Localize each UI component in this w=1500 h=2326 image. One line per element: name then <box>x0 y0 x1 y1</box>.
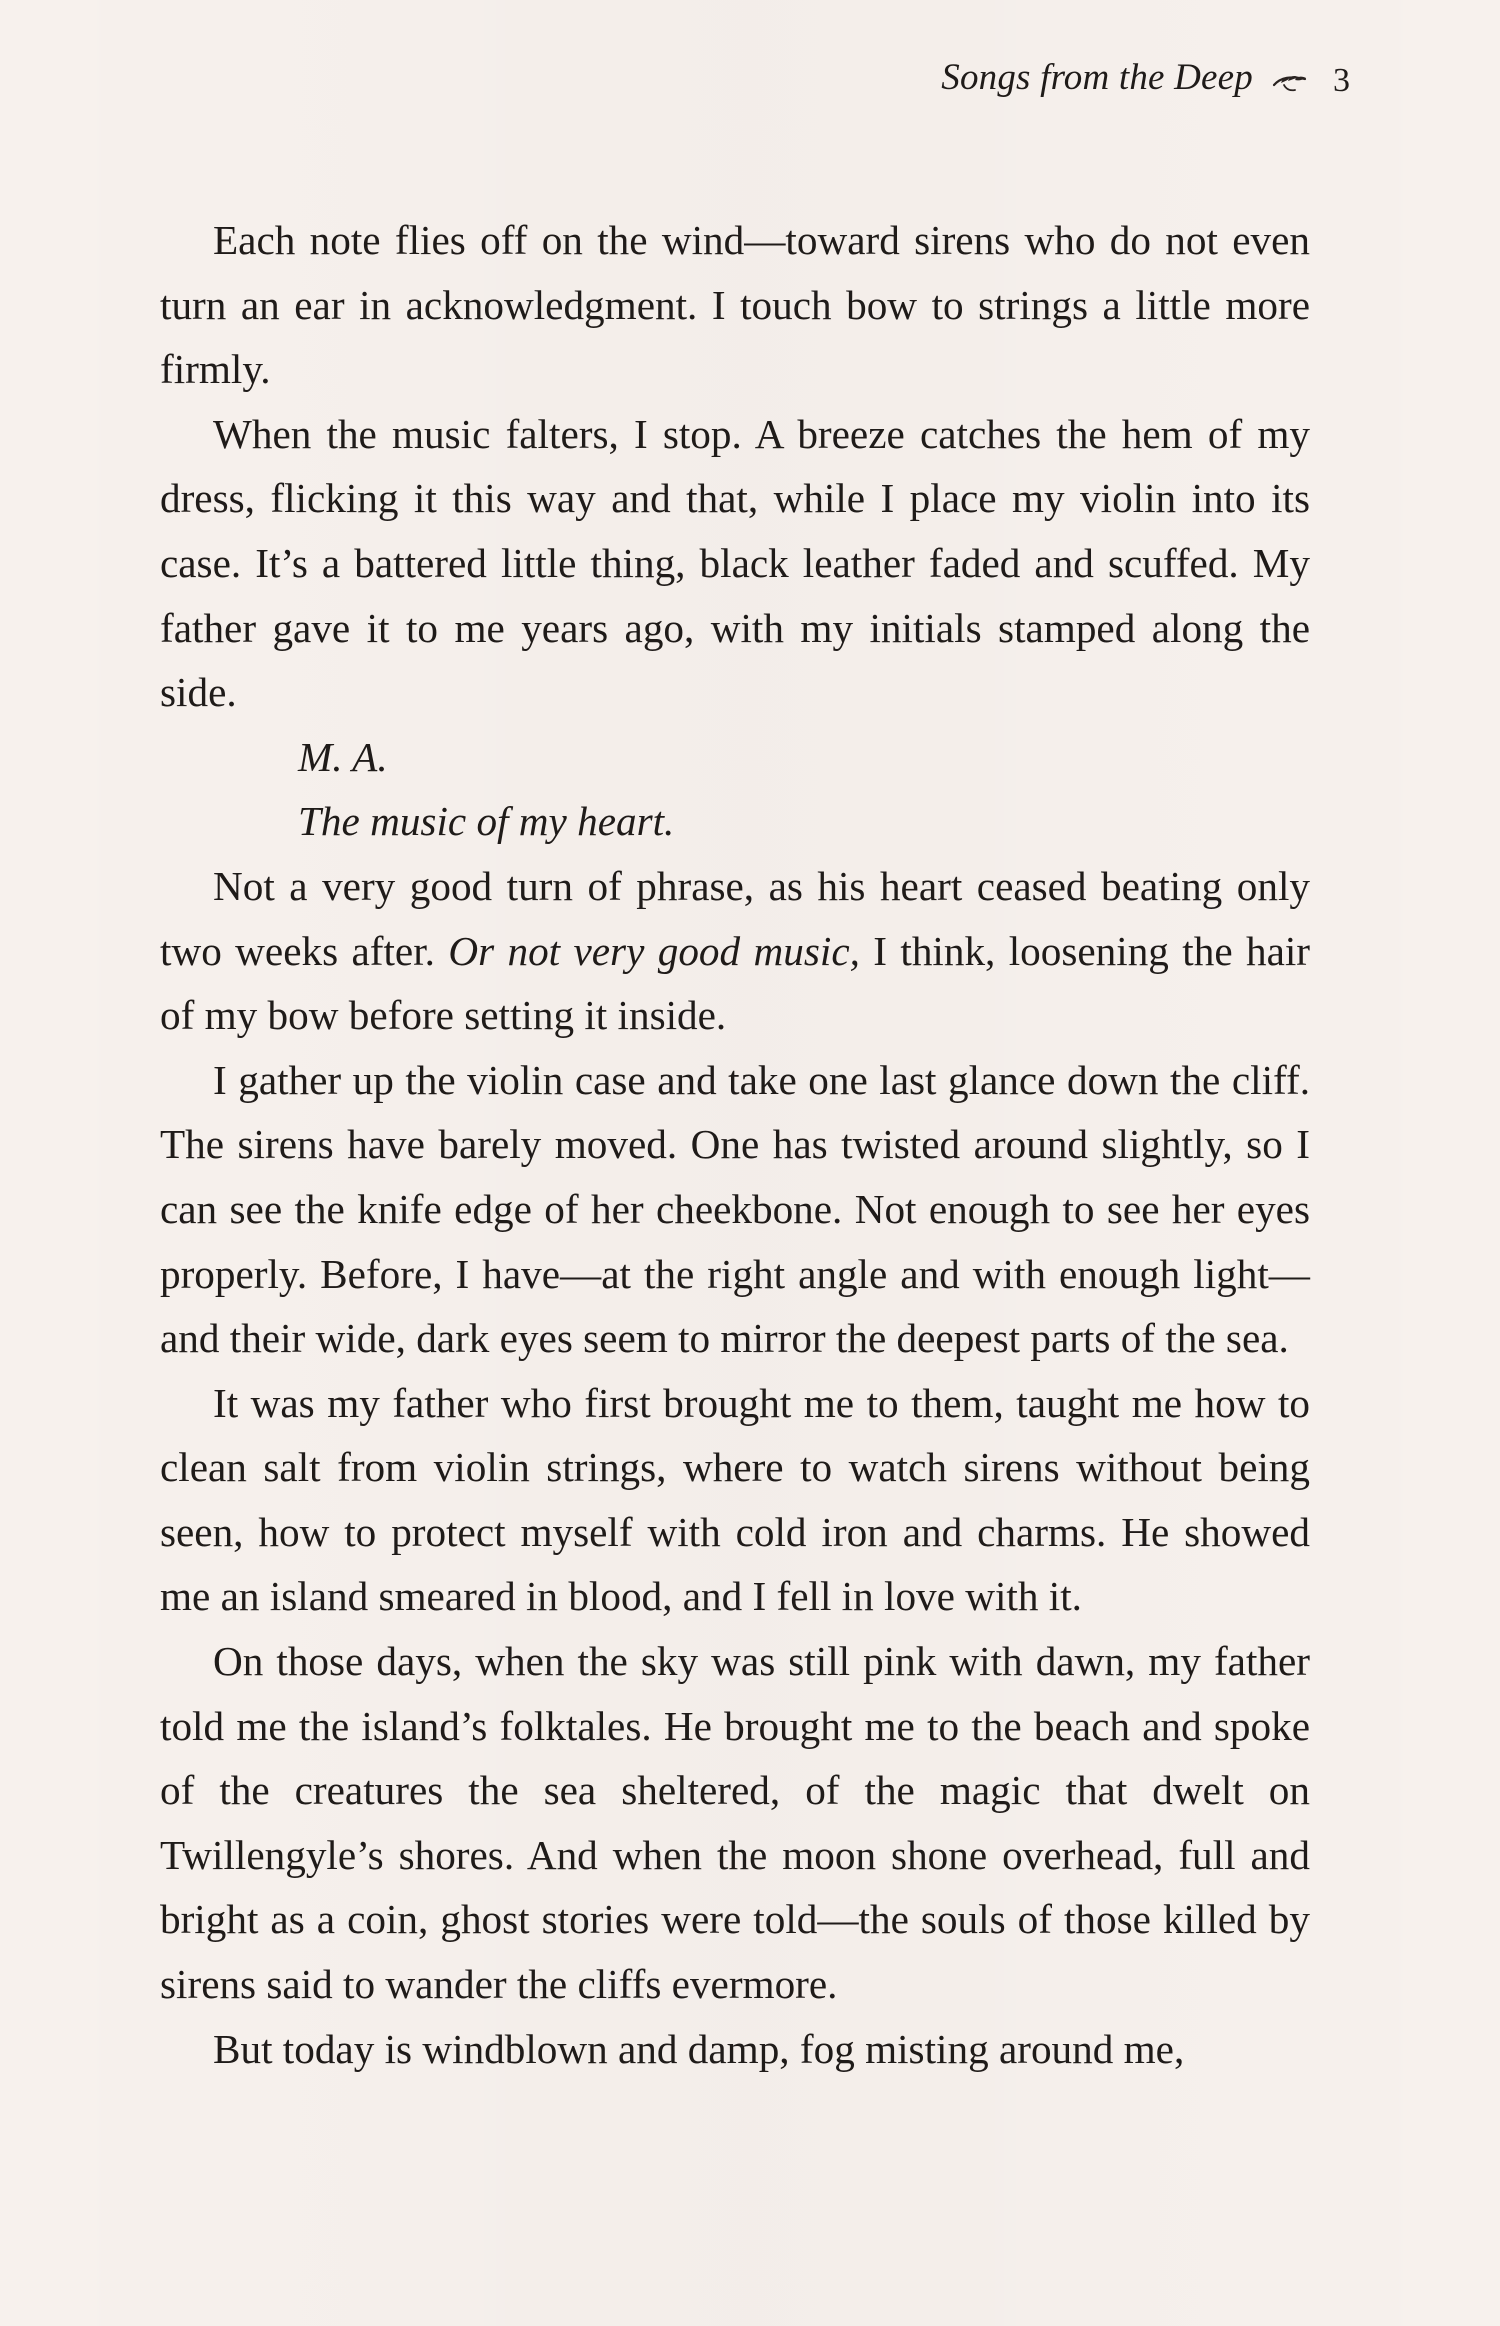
paragraph-1: Each note flies off on the wind—toward sirens who do not even turn an ear in acknowledgment. I touch bow to strings a little more firmly. <box>160 217 1310 393</box>
paragraph-3-italic-phrase: Or not very good music, <box>448 927 860 974</box>
leaf-ornament-icon <box>1271 65 1311 89</box>
paragraph-7: But today is windblown and damp, fog misting around me, <box>213 2025 1185 2072</box>
page-number: 3 <box>1333 62 1350 99</box>
paragraph-3-text-end: I think, loosening the hair of my bow before setting it inside. <box>160 927 1311 1039</box>
paragraph-5: It was my father who first brought me to them, taught me how to clean salt from violin strings, where to watch sirens without being seen, how to protect myself with cold iron and charms. He showed me an island smeared in blood, and I fell in love with it. <box>160 1379 1310 1620</box>
paragraph-4: I gather up the violin case and take one last glance down the cliff. The sirens have barely moved. One has twisted around slightly, so I can see the knife edge of her cheekbone. Not enough to see her eyes properly. Before, I have—at the right angle and with enough light—and their wide, dark eyes seem to mirror the deepest parts of the sea. <box>160 1056 1310 1362</box>
paragraph-6: On those days, when the sky was still pink with dawn, my father told me the island’s folktales. He brought me to the beach and spoke of the creatures the sea sheltered, of the magic that dwelt on Twillengyle’s shores. And when the moon shone overhead, full and bright as a coin, ghost stories were told—the souls of those killed by sirens said to wander the cliffs evermore. <box>160 1638 1310 2008</box>
main-text <box>160 208 1310 2081</box>
initials-line: M. A. <box>298 733 388 780</box>
running-header <box>941 52 1350 102</box>
paragraph-3-text-start: Not a very good turn of phrase, as his heart ceased beating only two weeks after. <box>160 862 1310 974</box>
paragraph-2: When the music falters, I stop. A breeze catches the hem of my dress, flicking it this way and that, while I place my violin into its case. It’s a battered little thing, black leather faded and scuffed. My father gave it to me years ago, with my initials stamped along the side. <box>160 410 1310 716</box>
running-title: Songs from the Deep <box>941 56 1253 98</box>
motto-line: The music of my heart. <box>298 798 675 845</box>
paragraph-3 <box>160 854 1310 1048</box>
